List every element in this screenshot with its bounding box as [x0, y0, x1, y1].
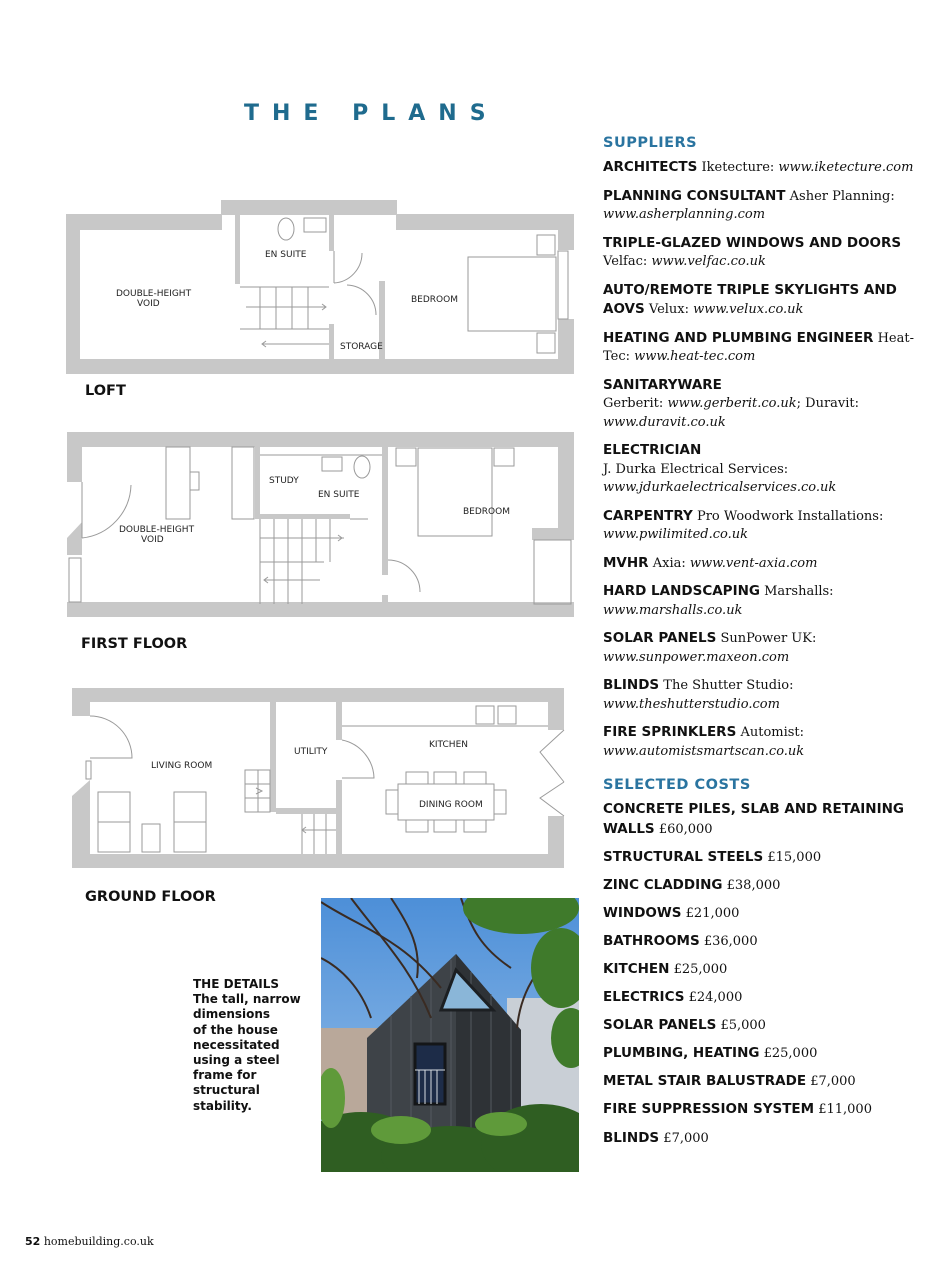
supplier-name: Asher Planning: — [789, 188, 895, 204]
details-line: using a steel — [193, 1053, 280, 1068]
first-floor-label: FIRST FLOOR — [81, 636, 188, 652]
supplier-link[interactable]: www.gerberit.co.uk — [667, 396, 797, 411]
cost-value: £7,000 — [663, 1130, 709, 1146]
details-line: stability. — [193, 1098, 252, 1113]
first-bedroom-label: BEDROOM — [463, 507, 510, 517]
supplier-name-2: ; Duravit: — [796, 396, 860, 411]
supplier-name: Velux: — [648, 302, 690, 317]
loft-floor-plan — [64, 199, 576, 377]
footer-site[interactable]: homebuilding.co.uk — [43, 1235, 154, 1248]
cost-entry — [603, 1100, 923, 1120]
house-photo — [321, 898, 579, 1172]
supplier-category: PLANNING CONSULTANT — [603, 187, 786, 204]
supplier-link[interactable]: www.pwilimited.co.uk — [603, 527, 749, 542]
supplier-name: SunPower UK: — [720, 631, 817, 646]
supplier-link[interactable]: www.automistsmartscan.co.uk — [603, 743, 805, 759]
supplier-entry — [603, 158, 923, 178]
details-line: frame for — [193, 1068, 257, 1083]
page-number: 52 — [25, 1235, 41, 1248]
supplier-category: HARD LANDSCAPING — [603, 583, 760, 599]
supplier-name: Velfac: — [603, 254, 648, 269]
details-heading: THE DETAILS — [193, 977, 280, 991]
supplier-entry — [603, 723, 923, 761]
details-line: dimensions — [193, 1007, 271, 1022]
details-line: of the house — [193, 1022, 278, 1037]
cost-item: ELECTRICS — [603, 989, 685, 1006]
loft-void-label: DOUBLE-HEIGHT — [116, 289, 192, 299]
supplier-link[interactable]: www.iketecture.com — [778, 160, 914, 175]
supplier-category: ARCHITECTS — [603, 159, 698, 175]
loft-void-label-2: VOID — [137, 299, 160, 309]
cost-value: £25,000 — [763, 1046, 818, 1062]
supplier-link[interactable]: www.sunpower.maxeon.com — [603, 649, 790, 665]
supplier-entry — [603, 629, 923, 667]
supplier-category: MVHR — [603, 554, 649, 571]
supplier-category: CARPENTRY — [603, 507, 693, 524]
supplier-link[interactable]: www.heat-tec.com — [634, 349, 756, 364]
supplier-name: Pro Woodwork Installations: — [696, 508, 884, 524]
loft-label: LOFT — [85, 383, 126, 399]
supplier-category: BLINDS — [603, 677, 660, 693]
cost-entry — [603, 1016, 923, 1036]
supplier-entry — [603, 329, 923, 367]
first-void-label-2: VOID — [141, 535, 164, 545]
cost-item: CONCRETE PILES, SLAB AND RETAINING WALLS — [603, 801, 904, 837]
details-line: necessitated — [193, 1037, 280, 1052]
cost-value: £11,000 — [818, 1102, 872, 1118]
loft-ensuite-label: EN SUITE — [265, 250, 307, 260]
cost-item: SOLAR PANELS — [603, 1017, 717, 1034]
cost-value: £7,000 — [810, 1074, 856, 1090]
supplier-name: Heat-Tec: — [603, 330, 914, 364]
supplier-category: HEATING AND PLUMBING ENGINEER — [603, 329, 874, 346]
supplier-link-2[interactable]: www.duravit.co.uk — [603, 414, 726, 430]
first-void-label: DOUBLE-HEIGHT — [119, 525, 195, 535]
supplier-name: Iketecture: — [701, 160, 775, 175]
loft-storage-label: STORAGE — [340, 342, 383, 352]
supplier-category: TRIPLE-GLAZED WINDOWS AND DOORS — [603, 234, 902, 251]
first-floor-plan — [64, 430, 576, 620]
cost-entry — [603, 960, 923, 980]
supplier-entry — [603, 441, 923, 498]
cost-item: METAL STAIR BALUSTRADE — [603, 1073, 807, 1090]
supplier-link[interactable]: www.velfac.co.uk — [651, 254, 766, 269]
supplier-category: SANITARYWARE — [603, 376, 722, 393]
details-line: structural — [193, 1083, 260, 1098]
supplier-entry — [603, 554, 923, 574]
first-study-label: STUDY — [269, 476, 299, 486]
supplier-entry — [603, 281, 923, 320]
first-ensuite-label: EN SUITE — [318, 490, 360, 500]
cost-entry — [603, 932, 923, 952]
supplier-entry — [603, 234, 923, 272]
supplier-entry — [603, 676, 923, 714]
supplier-category: FIRE SPRINKLERS — [603, 724, 737, 740]
supplier-entry — [603, 507, 923, 545]
cost-entry — [603, 848, 923, 868]
costs-heading: SELECTED COSTS — [603, 777, 751, 793]
cost-value: £36,000 — [703, 933, 758, 949]
supplier-link[interactable]: www.vent-axia.com — [689, 555, 818, 571]
supplier-name: Gerberit: — [603, 396, 664, 411]
cost-value: £25,000 — [673, 961, 728, 977]
cost-value: £60,000 — [658, 821, 713, 837]
supplier-name: Axia: — [652, 555, 686, 571]
cost-entry — [603, 904, 923, 924]
supplier-category: ELECTRICIAN — [603, 442, 702, 458]
cost-entry — [603, 1129, 923, 1149]
cost-item: BATHROOMS — [603, 932, 700, 949]
page-footer — [25, 1235, 154, 1248]
ground-kitchen-label: KITCHEN — [429, 740, 468, 750]
supplier-entry — [603, 376, 923, 433]
sidebar — [603, 135, 923, 1157]
ground-floor-plan — [70, 686, 582, 870]
cost-value: £15,000 — [767, 849, 822, 865]
ground-utility-label: UTILITY — [294, 747, 328, 757]
cost-item: PLUMBING, HEATING — [603, 1045, 760, 1062]
supplier-link[interactable]: www.theshutterstudio.com — [603, 696, 780, 712]
cost-entry — [603, 1072, 923, 1092]
details-caption — [193, 977, 303, 1114]
cost-item: WINDOWS — [603, 904, 682, 921]
ground-floor-label: GROUND FLOOR — [85, 889, 216, 905]
cost-value: £38,000 — [726, 877, 781, 893]
page-title: THE PLANS — [244, 101, 499, 126]
supplier-link[interactable]: www.marshalls.co.uk — [603, 602, 743, 618]
cost-item: FIRE SUPPRESSION SYSTEM — [603, 1101, 815, 1118]
cost-entry — [603, 988, 923, 1008]
supplier-name: J. Durka Electrical Services: — [603, 461, 789, 477]
supplier-entry — [603, 582, 923, 620]
supplier-link[interactable]: www.jdurkaelectricalservices.co.uk — [603, 480, 837, 495]
cost-entry — [603, 800, 923, 839]
cost-value: £5,000 — [720, 1018, 766, 1034]
cost-entry — [603, 876, 923, 896]
cost-entry — [603, 1044, 923, 1064]
supplier-category: AUTO/REMOTE TRIPLE SKYLIGHTS AND AOVS — [603, 281, 897, 317]
cost-item: KITCHEN — [603, 960, 670, 977]
cost-item: ZINC CLADDING — [603, 876, 723, 893]
loft-bedroom-label: BEDROOM — [411, 295, 458, 305]
supplier-link[interactable]: www.asherplanning.com — [603, 207, 766, 222]
ground-living-label: LIVING ROOM — [151, 761, 213, 771]
supplier-entry — [603, 187, 923, 225]
supplier-category: SOLAR PANELS — [603, 630, 717, 646]
supplier-name: Automist: — [740, 725, 805, 740]
cost-item: BLINDS — [603, 1129, 660, 1146]
supplier-name: Marshalls: — [764, 584, 834, 599]
supplier-link[interactable]: www.velux.co.uk — [693, 302, 804, 317]
details-line: The tall, narrow — [193, 992, 301, 1007]
suppliers-heading: SUPPLIERS — [603, 135, 698, 151]
cost-value: £21,000 — [685, 905, 740, 921]
cost-item: STRUCTURAL STEELS — [603, 848, 764, 865]
supplier-name: The Shutter Studio: — [663, 678, 794, 693]
ground-dining-label: DINING ROOM — [419, 800, 483, 810]
cost-value: £24,000 — [688, 990, 743, 1006]
